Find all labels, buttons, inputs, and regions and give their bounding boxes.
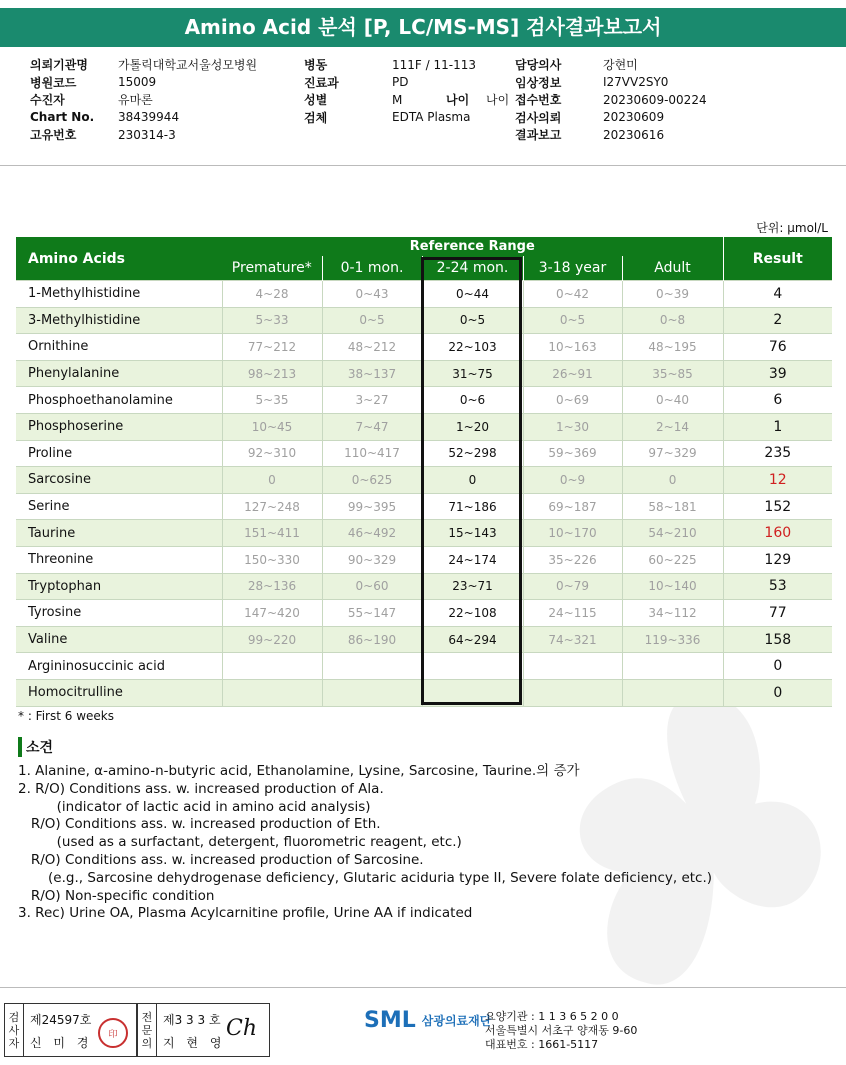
reference-range-cell: 151~411	[222, 520, 322, 547]
reference-range-cell: 54~210	[622, 520, 723, 547]
table-row	[16, 440, 832, 467]
result-value: 235	[723, 440, 832, 467]
info-label: 접수번호	[515, 93, 562, 108]
info-value: 111F / 11-113	[392, 57, 476, 72]
result-value: 0	[723, 653, 832, 680]
reference-range-cell: 0	[622, 467, 723, 494]
reference-range-cell	[523, 679, 622, 706]
reference-range-cell: 22~108	[422, 600, 523, 627]
info-value: EDTA Plasma	[392, 110, 471, 125]
reference-range-cell: 52~298	[422, 440, 523, 467]
seal-stamp: 印	[98, 1018, 128, 1048]
info-value: 유마론	[118, 93, 153, 108]
reference-range-cell: 10~170	[523, 520, 622, 547]
table-row	[16, 360, 832, 387]
signature-role: 검 사 자	[4, 1003, 24, 1057]
reference-range-cell: 5~33	[222, 307, 322, 334]
reference-range-cell: 10~140	[622, 573, 723, 600]
reference-range-cell: 0~69	[523, 387, 622, 414]
info-value: M	[392, 92, 403, 107]
reference-range-cell: 0~39	[622, 281, 723, 308]
reference-range-cell: 74~321	[523, 626, 622, 653]
signer-name: 지 현 영	[163, 1036, 226, 1050]
info-row	[30, 91, 257, 109]
reference-range-cell: 31~75	[422, 360, 523, 387]
divider	[0, 165, 846, 166]
info-value: 20230609-00224	[603, 92, 707, 107]
info-value: 230314-3	[118, 127, 176, 142]
amino-acid-name: Valine	[16, 626, 222, 653]
amino-acid-name: Phosphoethanolamine	[16, 387, 222, 414]
table-row	[16, 387, 832, 414]
table-row	[16, 413, 832, 440]
info-label: 병동	[304, 58, 328, 73]
reference-range-cell	[322, 679, 422, 706]
reference-range-cell: 92~310	[222, 440, 322, 467]
reference-range-cell: 1~20	[422, 413, 523, 440]
reference-range-cell	[622, 653, 723, 680]
result-value: 4	[723, 281, 832, 308]
col-result: Result	[723, 237, 832, 281]
amino-acid-name: 1-Methylhistidine	[16, 281, 222, 308]
ward-info	[304, 56, 509, 126]
info-label: 진료과	[304, 75, 339, 90]
result-value: 76	[723, 334, 832, 361]
reference-range-cell: 0~9	[523, 467, 622, 494]
amino-acid-name: Phosphoserine	[16, 413, 222, 440]
result-value: 6	[723, 387, 832, 414]
unit-label: 단위: µmol/L	[756, 221, 828, 235]
lab-logo	[364, 1008, 491, 1033]
reference-range-cell: 0~5	[523, 307, 622, 334]
amino-acid-name: Homocitrulline	[16, 679, 222, 706]
info-row	[30, 109, 257, 127]
reference-range-cell: 35~85	[622, 360, 723, 387]
result-value: 158	[723, 626, 832, 653]
findings-line: 3. Rec) Urine OA, Plasma Acylcarnitine profile, Urine AA if indicated	[18, 905, 473, 922]
info-value: 가톨릭대학교서울성모병원	[118, 58, 258, 73]
amino-acid-table	[16, 237, 832, 707]
info-label: 성별	[304, 93, 328, 108]
reference-range-cell: 0~8	[622, 307, 723, 334]
reference-range-cell: 0~40	[622, 387, 723, 414]
signature-box	[157, 1003, 270, 1057]
info-row	[515, 126, 707, 144]
reference-range-cell: 0	[422, 467, 523, 494]
info-label: 임상정보	[515, 75, 562, 90]
reference-range-cell: 59~369	[523, 440, 622, 467]
reference-range-cell: 77~212	[222, 334, 322, 361]
lab-name: 삼광의료재단	[421, 1014, 492, 1028]
info-label: Chart No.	[30, 110, 95, 125]
reference-range-cell: 69~187	[523, 493, 622, 520]
reference-range-cell: 38~137	[322, 360, 422, 387]
info-row	[515, 74, 707, 92]
reference-range-cell: 90~329	[322, 546, 422, 573]
reference-range-cell	[222, 679, 322, 706]
table-row	[16, 467, 832, 494]
col-amino-acids: Amino Acids	[28, 250, 125, 267]
amino-acid-name: Serine	[16, 493, 222, 520]
findings-text	[18, 763, 712, 923]
reference-range-cell: 0~60	[322, 573, 422, 600]
reference-range-cell: 23~71	[422, 573, 523, 600]
result-value: 53	[723, 573, 832, 600]
info-value: 15009	[118, 75, 157, 90]
info-row	[30, 126, 257, 144]
table-row	[16, 493, 832, 520]
reference-range-cell: 71~186	[422, 493, 523, 520]
reference-range-cell: 10~163	[523, 334, 622, 361]
info-value: 강현미	[603, 58, 638, 73]
reference-range-cell: 34~112	[622, 600, 723, 627]
patient-info	[30, 56, 257, 144]
findings-title: 소견	[26, 740, 54, 756]
info-label: 의뢰기관명	[30, 58, 88, 73]
reference-range-cell: 15~143	[422, 520, 523, 547]
sml-logo-icon: SML	[364, 1008, 416, 1033]
signature-role: 전 문 의	[137, 1003, 157, 1057]
table-row	[16, 307, 832, 334]
result-value: 0	[723, 679, 832, 706]
subheader-0: Premature*	[231, 260, 312, 276]
info-row	[515, 56, 707, 74]
amino-acid-name: Argininosuccinic acid	[16, 653, 222, 680]
reference-range-cell	[422, 679, 523, 706]
reference-range-cell: 5~35	[222, 387, 322, 414]
reference-range-cell: 1~30	[523, 413, 622, 440]
info-value: I27VV2SY0	[603, 75, 669, 90]
table-row	[16, 573, 832, 600]
findings-line: (e.g., Sarcosine dehydrogenase deficiency, Glutaric aciduria type II, Severe folate deficiency, etc.)	[18, 869, 713, 886]
findings-line: R/O) Non-specific condition	[18, 887, 215, 904]
reference-range-cell: 99~220	[222, 626, 322, 653]
reference-range-cell: 26~91	[523, 360, 622, 387]
findings-line: (used as a surfactant, detergent, fluorometric reagent, etc.)	[18, 834, 462, 851]
footnote: * : First 6 weeks	[18, 709, 114, 723]
findings-line: 2. R/O) Conditions ass. w. increased production of Ala.	[18, 780, 384, 797]
request-info	[515, 56, 707, 144]
reference-range-cell	[222, 653, 322, 680]
findings-heading	[18, 737, 53, 757]
reference-range-cell: 46~492	[322, 520, 422, 547]
reference-range-cell: 0~5	[322, 307, 422, 334]
reference-range-cell: 35~226	[523, 546, 622, 573]
amino-acid-name: Sarcosine	[16, 467, 222, 494]
amino-acid-name: Threonine	[16, 546, 222, 573]
col-reference-range: Reference Range	[409, 239, 535, 254]
amino-acid-name: Tyrosine	[16, 600, 222, 627]
info-row	[30, 56, 257, 74]
reference-range-cell: 0~6	[422, 387, 523, 414]
signer-name: 신 미 경	[30, 1036, 93, 1050]
reference-range-cell: 0~625	[322, 467, 422, 494]
subheader-2: 2-24 mon.	[422, 256, 523, 281]
reference-range-cell: 10~45	[222, 413, 322, 440]
reference-range-cell: 3~27	[322, 387, 422, 414]
reference-range-cell	[322, 653, 422, 680]
amino-acid-name: Tryptophan	[16, 573, 222, 600]
reference-range-cell: 55~147	[322, 600, 422, 627]
signature-block	[4, 1003, 270, 1057]
info-row	[515, 91, 707, 109]
info-value: 38439944	[118, 110, 180, 125]
table-row	[16, 546, 832, 573]
reference-range-cell: 0~43	[322, 281, 422, 308]
reference-range-cell: 58~181	[622, 493, 723, 520]
report-title: Amino Acid 분석 [P, LC/MS-MS] 검사결과보고서	[0, 8, 846, 47]
subheader-4: Adult	[622, 256, 723, 281]
info-row	[304, 91, 509, 109]
reference-range-cell: 22~103	[422, 334, 523, 361]
table-row	[16, 520, 832, 547]
reference-range-cell: 0~42	[523, 281, 622, 308]
info-value: 나이	[486, 93, 510, 108]
info-row	[30, 74, 257, 92]
license-number: 제3 3 3 호	[163, 1013, 221, 1027]
reference-range-cell: 110~417	[322, 440, 422, 467]
info-label: 나이	[446, 93, 470, 108]
info-row	[304, 74, 509, 92]
result-value: 39	[723, 360, 832, 387]
amino-acid-name: Proline	[16, 440, 222, 467]
amino-acid-name: 3-Methylhistidine	[16, 307, 222, 334]
table-row	[16, 626, 832, 653]
findings-line: (indicator of lactic acid in amino acid analysis)	[18, 798, 371, 815]
reference-range-cell: 98~213	[222, 360, 322, 387]
info-row	[304, 109, 509, 127]
reference-range-cell: 24~115	[523, 600, 622, 627]
reference-range-cell: 0~5	[422, 307, 523, 334]
reference-range-cell: 24~174	[422, 546, 523, 573]
divider	[0, 987, 846, 988]
info-label: 결과보고	[515, 128, 562, 143]
lab-info-line: 대표번호 : 1661-5117	[485, 1038, 599, 1051]
license-number: 제24597호	[30, 1013, 92, 1027]
signature-box	[24, 1003, 137, 1057]
info-label: 고유번호	[30, 128, 77, 143]
reference-range-cell: 99~395	[322, 493, 422, 520]
reference-range-cell: 0	[222, 467, 322, 494]
reference-range-cell: 48~195	[622, 334, 723, 361]
reference-range-cell: 7~47	[322, 413, 422, 440]
reference-range-cell	[422, 653, 523, 680]
result-value: 77	[723, 600, 832, 627]
info-row	[304, 56, 509, 74]
reference-range-cell: 86~190	[322, 626, 422, 653]
findings-line: R/O) Conditions ass. w. increased production of Eth.	[18, 816, 381, 833]
reference-range-cell	[523, 653, 622, 680]
reference-range-cell	[622, 679, 723, 706]
reference-range-cell: 2~14	[622, 413, 723, 440]
amino-acid-name: Taurine	[16, 520, 222, 547]
table-row	[16, 653, 832, 680]
table-row	[16, 334, 832, 361]
result-value: 12	[723, 467, 832, 494]
subheader-3: 3-18 year	[523, 256, 622, 281]
reference-range-cell: 28~136	[222, 573, 322, 600]
info-label: 검체	[304, 110, 328, 125]
reference-range-cell: 127~248	[222, 493, 322, 520]
lab-info-line: 요양기관 : 1 1 3 6 5 2 0 0	[485, 1010, 619, 1023]
lab-info-line: 서울특별시 서초구 양재동 9-60	[485, 1024, 638, 1037]
result-value: 129	[723, 546, 832, 573]
lab-info	[485, 1010, 637, 1052]
result-value: 1	[723, 413, 832, 440]
result-value: 152	[723, 493, 832, 520]
reference-range-cell: 48~212	[322, 334, 422, 361]
reference-range-cell: 60~225	[622, 546, 723, 573]
info-value: 20230616	[603, 127, 665, 142]
subheader-1: 0-1 mon.	[322, 256, 422, 281]
info-row	[515, 109, 707, 127]
info-label: 검사의뢰	[515, 110, 562, 125]
amino-acid-name: Phenylalanine	[16, 360, 222, 387]
reference-range-cell: 4~28	[222, 281, 322, 308]
reference-range-cell: 147~420	[222, 600, 322, 627]
findings-line: R/O) Conditions ass. w. increased production of Sarcosine.	[18, 851, 424, 868]
reference-range-cell: 64~294	[422, 626, 523, 653]
handwritten-signature: Ch	[225, 1016, 257, 1041]
table-row	[16, 600, 832, 627]
result-value: 160	[723, 520, 832, 547]
reference-range-cell: 97~329	[622, 440, 723, 467]
info-label: 병원코드	[30, 75, 77, 90]
info-label: 담당의사	[515, 58, 562, 73]
reference-range-cell: 0~44	[422, 281, 523, 308]
info-label: 수진자	[30, 93, 65, 108]
findings-line: 1. Alanine, α-amino-n-butyric acid, Ethanolamine, Lysine, Sarcosine, Taurine.의 증가	[18, 763, 580, 779]
amino-acid-name: Ornithine	[16, 334, 222, 361]
reference-range-cell: 119~336	[622, 626, 723, 653]
info-value: 20230609	[603, 110, 665, 125]
reference-range-cell: 0~79	[523, 573, 622, 600]
reference-range-cell: 150~330	[222, 546, 322, 573]
table-row	[16, 679, 832, 706]
table-row	[16, 281, 832, 308]
info-value: PD	[392, 75, 409, 90]
result-value: 2	[723, 307, 832, 334]
